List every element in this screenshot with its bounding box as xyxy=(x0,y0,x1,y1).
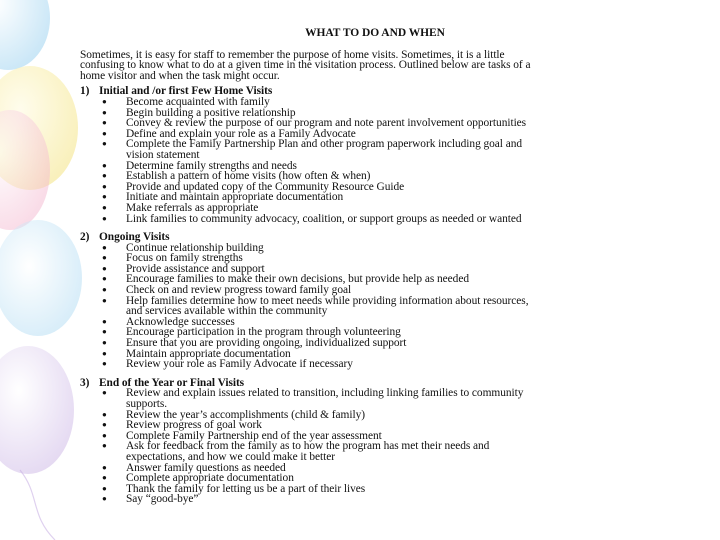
task-item xyxy=(80,214,670,225)
section-title: Ongoing Visits xyxy=(99,231,170,244)
task-list xyxy=(80,97,670,224)
section-title: Initial and /or first Few Home Visits xyxy=(99,85,273,98)
task-text: Review the year’s accomplishments (child & family) xyxy=(126,408,365,421)
task-text: Ask for feedback from the family as to how the program has met their needs and expectations, and how we could make it better xyxy=(126,440,490,463)
bullet-icon: ● xyxy=(102,348,107,358)
section-number: 1) xyxy=(80,85,90,98)
document-page xyxy=(80,28,670,513)
bullet-icon: ● xyxy=(102,202,107,212)
task-text: Establish a pattern of home visits (how often & when) xyxy=(126,170,371,183)
task-text: Review progress of goal work xyxy=(126,419,262,432)
section-final-visits xyxy=(80,378,670,505)
task-text: Define and explain your role as a Family Advocate xyxy=(126,127,356,140)
task-text: Answer family questions as needed xyxy=(126,461,286,474)
intro-paragraph: Sometimes, it is easy for staff to remember the purpose of home visits. Sometimes, it is a little confusing to know what to do at a given time in the visitation process. Outlined below are tasks of a home visitor and when the task might occur. xyxy=(80,48,531,82)
task-text: Make referrals as appropriate xyxy=(126,201,259,214)
task-text: Focus on family strengths xyxy=(126,252,243,265)
bullet-icon: ● xyxy=(102,409,107,419)
task-text: Continue relationship building xyxy=(126,241,264,254)
bullet-icon: ● xyxy=(102,274,107,284)
task-text: Review your role as Family Advocate if necessary xyxy=(126,358,353,371)
bullet-icon: ● xyxy=(102,160,107,170)
bullet-icon: ● xyxy=(102,316,107,326)
bullet-icon: ● xyxy=(102,213,107,223)
task-text: Review and explain issues related to transition, including linking families to community supports. xyxy=(126,387,524,410)
task-item xyxy=(80,441,670,462)
bullet-icon: ● xyxy=(102,462,107,472)
bullet-icon: ● xyxy=(102,494,107,504)
section-ongoing-visits xyxy=(80,232,670,370)
bullet-icon: ● xyxy=(102,483,107,493)
bullet-icon: ● xyxy=(102,118,107,128)
bullet-icon: ● xyxy=(102,139,107,149)
bullet-icon: ● xyxy=(102,388,107,398)
task-text: Link families to community advocacy, coalition, or support groups as needed or wanted xyxy=(126,212,522,225)
bullet-icon: ● xyxy=(102,430,107,440)
section-number: 3) xyxy=(80,376,90,389)
task-text: Say “good-bye” xyxy=(126,493,199,506)
bullet-icon: ● xyxy=(102,420,107,430)
bullet-icon: ● xyxy=(102,128,107,138)
document-title: WHAT TO DO AND WHEN xyxy=(305,27,445,39)
bullet-icon: ● xyxy=(102,171,107,181)
task-text: Become acquainted with family xyxy=(126,95,270,108)
section-number: 2) xyxy=(80,231,90,244)
bullet-icon: ● xyxy=(102,473,107,483)
task-text: Help families determine how to meet needs while providing information about resources, and services available within the community xyxy=(126,294,529,318)
task-item xyxy=(80,203,670,214)
section-initial-visits xyxy=(80,86,670,224)
task-text: Provide assistance and support xyxy=(126,262,265,275)
bullet-icon: ● xyxy=(102,253,107,263)
bullet-icon: ● xyxy=(102,285,107,295)
task-text: Convey & review the purpose of our program and note parent involvement opportunities xyxy=(126,117,527,130)
bullet-icon: ● xyxy=(102,295,107,305)
task-text: Thank the family for letting us be a part of their lives xyxy=(126,482,366,495)
bullet-icon: ● xyxy=(102,242,107,252)
task-list xyxy=(80,243,670,370)
balloon-string xyxy=(20,470,55,540)
bullet-icon: ● xyxy=(102,263,107,273)
task-item xyxy=(80,296,670,317)
bullet-icon: ● xyxy=(102,359,107,369)
bullet-icon: ● xyxy=(102,327,107,337)
bullet-icon: ● xyxy=(102,192,107,202)
task-text: Initiate and maintain appropriate documentation xyxy=(126,191,344,204)
bullet-icon: ● xyxy=(102,338,107,348)
balloon-purple xyxy=(0,346,74,474)
task-text: Determine family strengths and needs xyxy=(126,159,297,172)
bullet-icon: ● xyxy=(102,107,107,117)
bullet-icon: ● xyxy=(102,441,107,451)
task-text: Acknowledge successes xyxy=(126,315,235,328)
balloon-blue-middle xyxy=(0,220,82,336)
task-text: Maintain appropriate documentation xyxy=(126,347,291,360)
task-item xyxy=(80,359,670,370)
task-text: Encourage participation in the program through volunteering xyxy=(126,326,401,339)
bullet-icon: ● xyxy=(102,181,107,191)
task-item xyxy=(80,494,670,505)
task-text: Encourage families to make their own decisions, but provide help as needed xyxy=(126,273,469,286)
task-text: Complete Family Partnership end of the year assessment xyxy=(126,429,382,442)
bullet-icon: ● xyxy=(102,96,107,106)
task-item xyxy=(80,139,670,160)
task-text: Begin building a positive relationship xyxy=(126,106,296,119)
task-text: Ensure that you are providing ongoing, individualized support xyxy=(126,337,407,350)
task-text: Provide and updated copy of the Community Resource Guide xyxy=(126,180,405,193)
task-text: Complete the Family Partnership Plan and other program paperwork including goal and vision statement xyxy=(126,138,523,161)
section-title: End of the Year or Final Visits xyxy=(99,376,245,389)
balloon-blue-top xyxy=(0,0,50,70)
task-text: Complete appropriate documentation xyxy=(126,472,294,485)
task-item xyxy=(80,388,670,409)
task-item xyxy=(80,97,670,108)
task-text: Check on and review progress toward family goal xyxy=(126,284,352,297)
task-list xyxy=(80,388,670,505)
